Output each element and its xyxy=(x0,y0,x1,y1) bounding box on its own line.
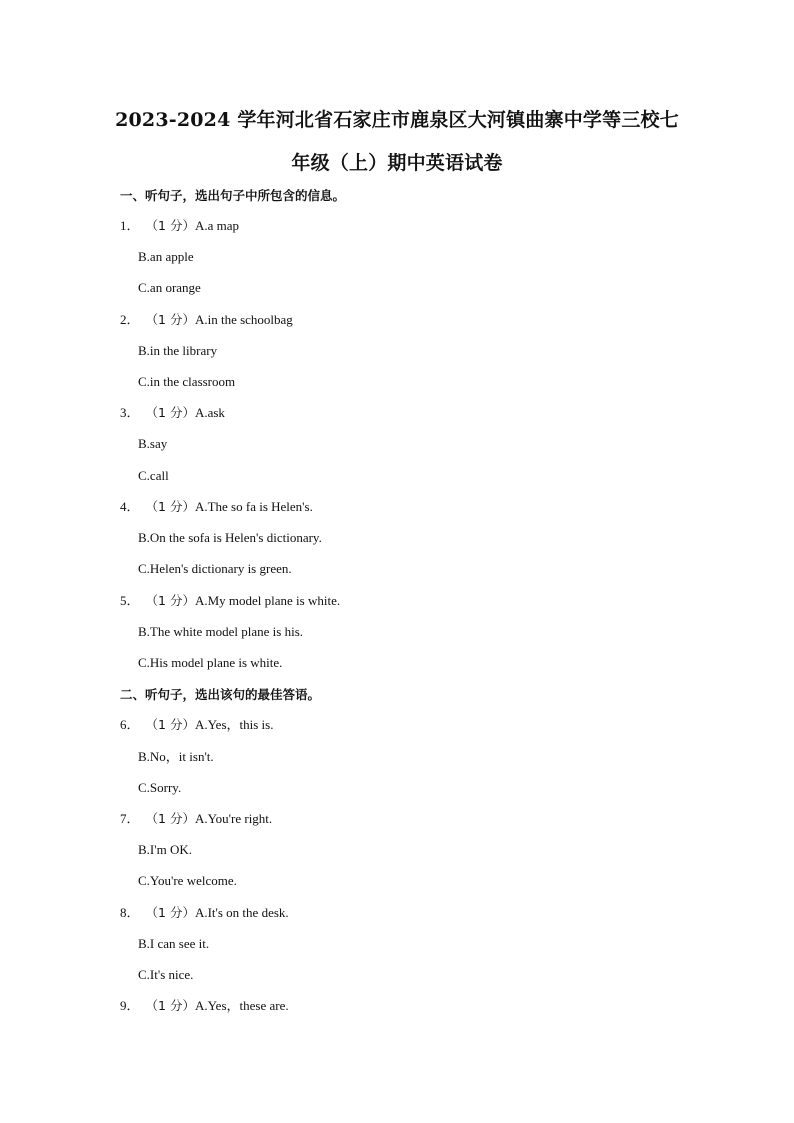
question-1 xyxy=(120,217,239,235)
question-number: 7． xyxy=(120,811,140,826)
question-number: 4． xyxy=(120,499,140,514)
section-heading-1: 一、听句子，选出句子中所包含的信息。 xyxy=(120,188,346,203)
option-b: B.in the library xyxy=(138,343,218,358)
option-c: C.an orange xyxy=(138,280,201,295)
question-9 xyxy=(120,997,289,1015)
option-a: A.You're right. xyxy=(194,811,273,826)
option-c: C.call xyxy=(138,468,169,483)
question-6 xyxy=(120,716,273,734)
option-a: A.The so fa is Helen's. xyxy=(194,499,313,514)
question-score: （1 分） xyxy=(145,499,195,514)
question-8 xyxy=(120,904,289,922)
question-number: 6． xyxy=(120,717,140,732)
question-number: 8． xyxy=(120,905,140,920)
option-c: C.Sorry. xyxy=(138,780,182,795)
question-number: 5． xyxy=(120,593,140,608)
exam-title-line-2: 年级（上）期中英语试卷 xyxy=(291,152,503,174)
question-score: （1 分） xyxy=(145,717,195,732)
question-score: （1 分） xyxy=(145,593,195,608)
question-score: （1 分） xyxy=(145,905,195,920)
option-a: A.My model plane is white. xyxy=(194,593,341,608)
option-a: A.Yes，these are. xyxy=(194,998,289,1013)
option-b: B.The white model plane is his. xyxy=(138,624,304,639)
option-c: C.You're welcome. xyxy=(138,873,237,888)
option-c: C.His model plane is white. xyxy=(138,655,283,670)
option-a: A.It's on the desk. xyxy=(194,905,289,920)
question-score: （1 分） xyxy=(145,405,195,420)
question-3 xyxy=(120,404,225,422)
option-c: C.Helen's dictionary is green. xyxy=(138,561,292,576)
option-a: A.in the schoolbag xyxy=(194,312,293,327)
question-score: （1 分） xyxy=(145,312,195,327)
option-a: A.a map xyxy=(194,218,239,233)
option-c: C.in the classroom xyxy=(138,374,236,389)
option-c: C.It's nice. xyxy=(138,967,194,982)
question-score: （1 分） xyxy=(145,218,195,233)
option-b: B.say xyxy=(138,436,168,451)
question-4 xyxy=(120,498,313,516)
question-2 xyxy=(120,311,293,329)
option-b: B.I can see it. xyxy=(138,936,210,951)
question-number: 9． xyxy=(120,998,140,1013)
question-score: （1 分） xyxy=(145,998,195,1013)
option-b: B.an apple xyxy=(138,249,194,264)
section-heading-2: 二、听句子，选出该句的最佳答语。 xyxy=(120,687,321,702)
question-5 xyxy=(120,592,340,610)
question-number: 2． xyxy=(120,312,140,327)
question-7 xyxy=(120,810,272,828)
option-b: B.I'm OK. xyxy=(138,842,192,857)
option-b: B.No，it isn't. xyxy=(138,749,214,764)
option-a: A.ask xyxy=(194,405,225,420)
option-a: A.Yes，this is. xyxy=(194,717,274,732)
question-score: （1 分） xyxy=(145,811,195,826)
option-b: B.On the sofa is Helen's dictionary. xyxy=(138,530,322,545)
question-number: 3． xyxy=(120,405,140,420)
question-number: 1． xyxy=(120,218,140,233)
exam-title-line-1: 2023-2024 学年河北省石家庄市鹿泉区大河镇曲寨中学等三校七 xyxy=(115,109,679,131)
